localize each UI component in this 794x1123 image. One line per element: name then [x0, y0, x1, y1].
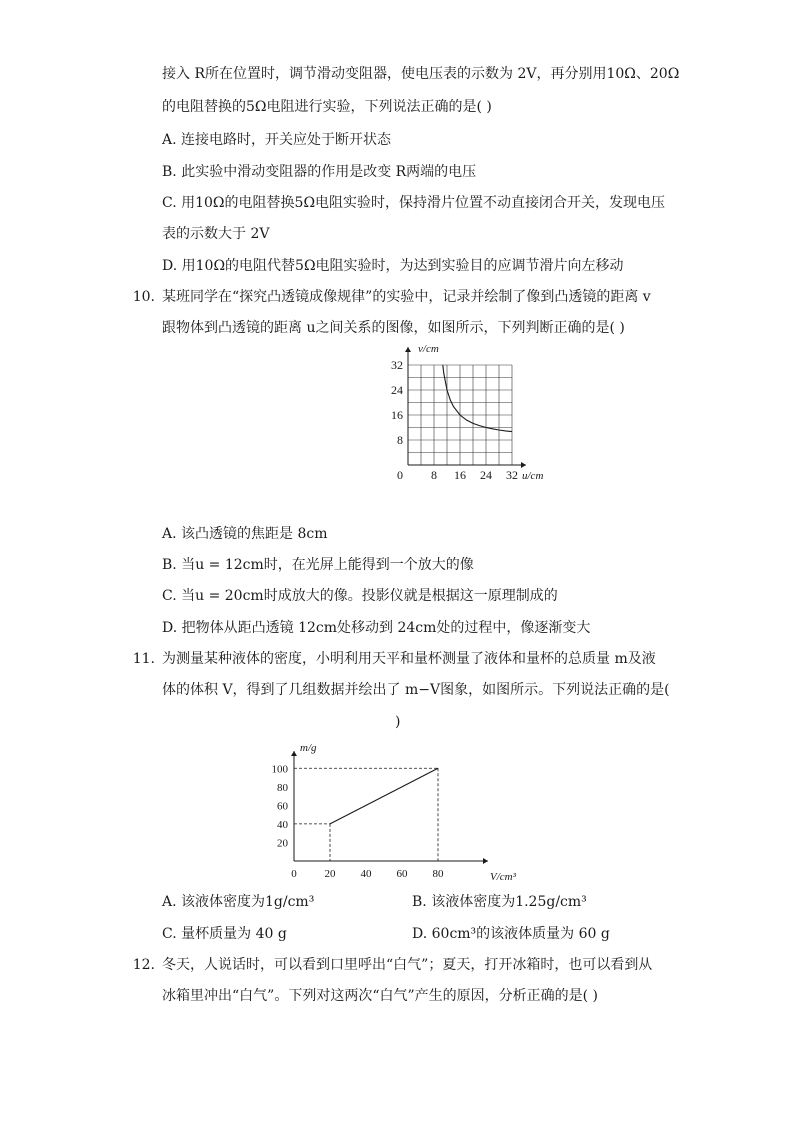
q9-option-a: A. 连接电路时，开关应处于断开状态	[162, 132, 392, 148]
q10-stem-line-1: 某班同学在“探究凸透镜成像规律”的实验中，记录并绘制了像到凸透镜的距离 v	[162, 289, 651, 305]
y-tick-label: 40	[277, 818, 288, 831]
q10-option-c: C. 当u = 20cm时成放大的像。投影仪就是根据这一原理制成的	[162, 588, 558, 604]
y-tick-label: 60	[277, 800, 288, 813]
y-axis-arrow	[405, 347, 411, 352]
x-tick-label: 24	[480, 468, 492, 482]
q11-number: 11.	[132, 651, 155, 667]
q10-stem-line-2: 跟物体到凸透镜的距离 u之间关系的图像，如图所示，下列判断正确的是( )	[162, 320, 625, 336]
y-tick-label: 24	[391, 383, 403, 397]
v-u-curve	[443, 365, 512, 432]
q10-option-d: D. 把物体从距凸透镜 12cm处移动到 24cm处的过程中，像逐渐变大	[162, 620, 591, 636]
y-axis-arrow	[291, 751, 297, 756]
q9-option-c-cont: 表的示数大于 2V	[162, 226, 270, 242]
x-tick-label: 0	[397, 468, 403, 482]
x-axis-arrow	[521, 462, 526, 468]
m-v-graph	[260, 735, 530, 885]
q11-option-c: C. 量杯质量为 40 g	[162, 926, 287, 942]
x-tick-label: 20	[324, 868, 336, 880]
y-tick-label: 16	[391, 408, 403, 422]
y-tick-label: 100	[271, 763, 288, 776]
x-tick-label: 8	[431, 468, 437, 482]
q11-option-d: D. 60cm³的该液体质量为 60 g	[412, 926, 610, 942]
x-tick-label: 40	[360, 868, 372, 880]
x-tick-label: 32	[506, 468, 518, 482]
q9-option-d: D. 用10Ω的电阻代替5Ω电阻实验时，为达到实验目的应调节滑片向左移动	[162, 258, 624, 274]
y-axis-label: v/cm	[418, 343, 439, 355]
x-axis-label: u/cm	[522, 470, 544, 482]
y-tick-label: 20	[277, 837, 288, 850]
x-tick-label: 16	[454, 468, 466, 482]
q11-stem-line-3: )	[395, 714, 401, 730]
q9-stem-line-1: 接入 R所在位置时，调节滑动变阻器，使电压表的示数为 2V，再分别用10Ω、20Ω	[162, 66, 680, 82]
q9-stem-line-2: 的电阻替换的5Ω电阻进行实验，下列说法正确的是( )	[162, 99, 492, 115]
y-tick-label: 32	[391, 358, 403, 372]
q10-option-a: A. 该凸透镜的焦距是 8cm	[162, 526, 328, 542]
x-tick-label: 60	[396, 868, 408, 880]
y-tick-label: 80	[277, 781, 288, 794]
q10-number: 10.	[132, 289, 155, 305]
x-axis-arrow	[483, 858, 488, 864]
m-v-line	[330, 768, 438, 824]
q11-option-b: B. 该液体密度为1.25g/cm³	[412, 894, 587, 910]
q11-stem-line-2: 体的体积 V，得到了几组数据并绘出了 m−V图象，如图所示。下列说法正确的是(	[162, 682, 670, 698]
q12-stem-line-1: 冬天，人说话时，可以看到口里呼出“白气”；夏天，打开冰箱时，也可以看到从	[162, 957, 653, 973]
y-tick-label: 8	[397, 433, 403, 447]
x-tick-label: 80	[432, 868, 444, 880]
q10-option-b: B. 当u = 12cm时，在光屏上能得到一个放大的像	[162, 557, 474, 573]
q11-stem-line-1: 为测量某种液体的密度，小明利用天平和量杯测量了液体和量杯的总质量 m及液	[162, 651, 656, 667]
q12-number: 12.	[132, 957, 155, 973]
q9-option-c: C. 用10Ω的电阻替换5Ω电阻实验时，保持滑片位置不动直接闭合开关，发现电压	[162, 195, 666, 211]
q11-option-a: A. 该液体密度为1g/cm³	[162, 894, 315, 910]
q12-stem-line-2: 冰箱里冲出“白气”。下列对这两次“白气”产生的原因，分析正确的是( )	[162, 988, 599, 1004]
x-axis-label: V/cm³	[490, 871, 516, 883]
v-u-graph	[360, 338, 560, 488]
x-tick-label: 0	[291, 868, 297, 880]
q9-option-b: B. 此实验中滑动变阻器的作用是改变 R两端的电压	[162, 164, 477, 180]
y-axis-label: m/g	[300, 742, 317, 754]
